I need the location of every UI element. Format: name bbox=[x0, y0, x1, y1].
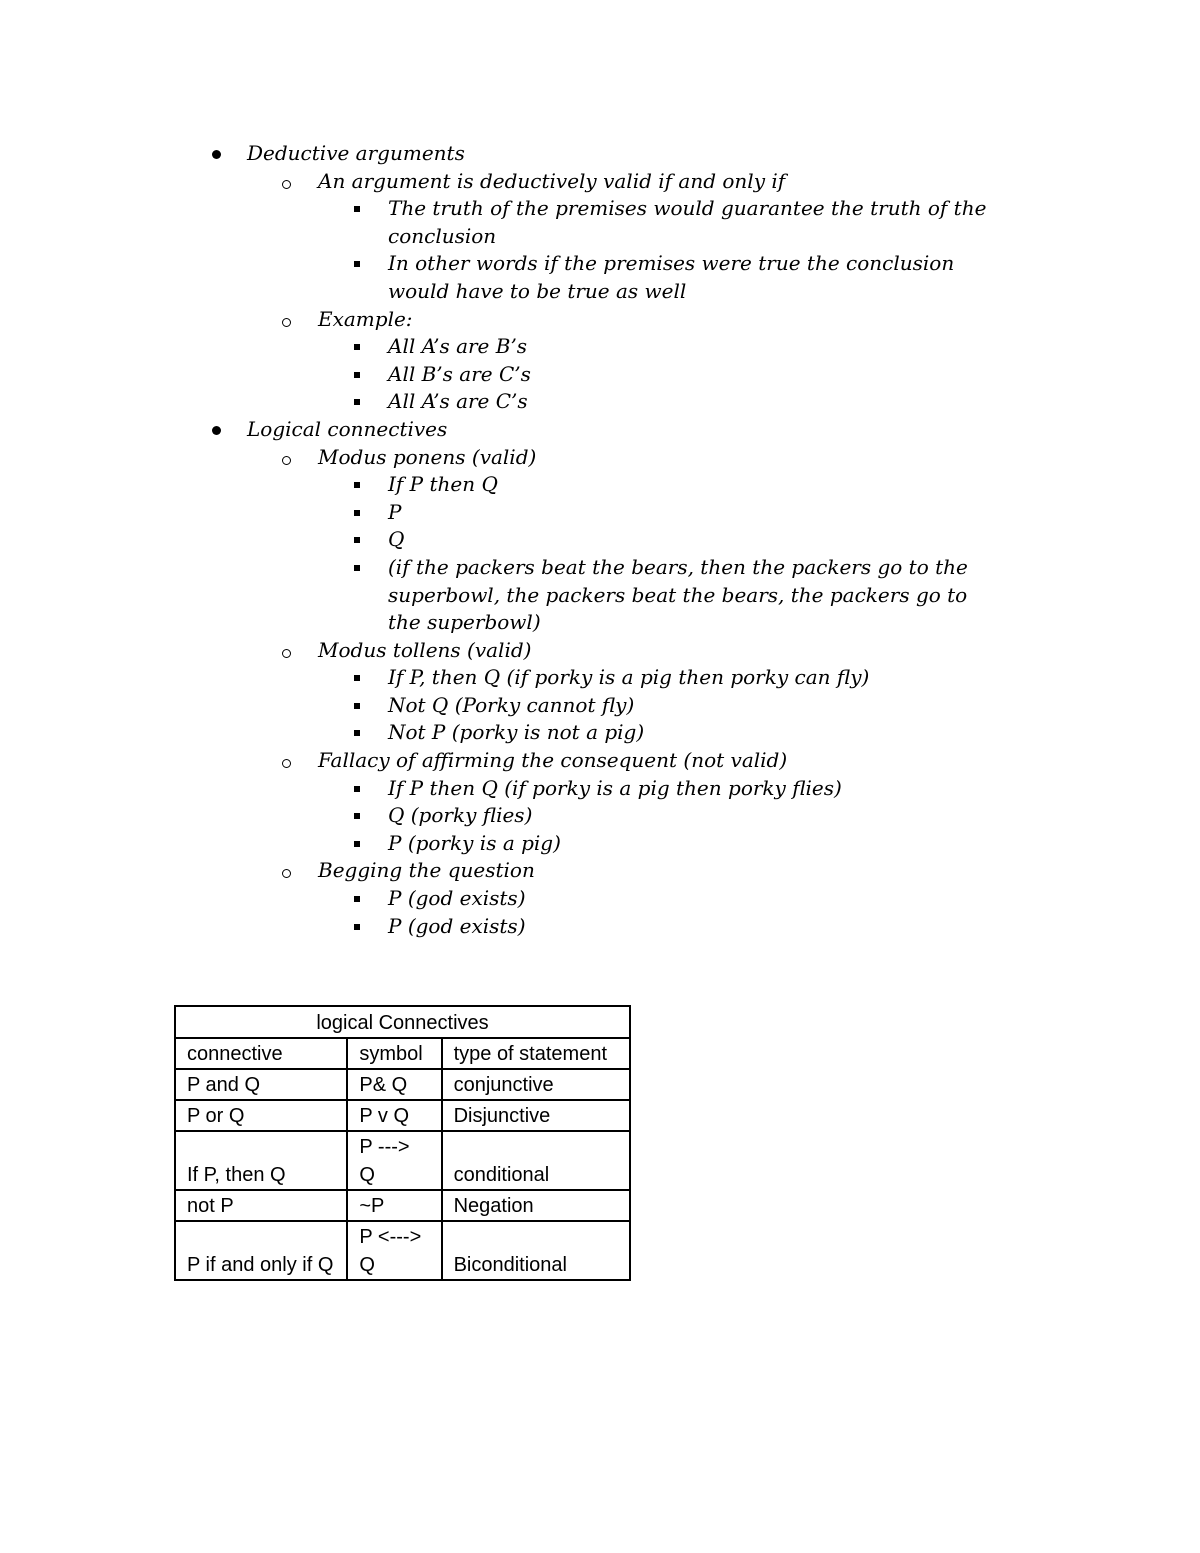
table-cell: P and Q bbox=[175, 1069, 347, 1100]
square-bullet-icon bbox=[354, 565, 360, 571]
disc-bullet-icon bbox=[212, 150, 221, 159]
list-item bbox=[0, 444, 1008, 472]
modus-ponens-label: Modus ponens (valid) bbox=[318, 444, 537, 469]
modus-ponens-line: P bbox=[388, 499, 402, 524]
modus-tollens-line: Not Q (Porky cannot fly) bbox=[388, 692, 635, 717]
square-bullet-icon bbox=[354, 896, 360, 902]
circle-bullet-icon bbox=[282, 180, 291, 189]
list-item bbox=[0, 830, 998, 858]
circle-bullet-icon bbox=[282, 759, 291, 768]
list-item bbox=[0, 499, 998, 527]
affirming-consequent-line: Q (porky flies) bbox=[388, 803, 533, 828]
modus-tollens-line: Not P (porky is not a pig) bbox=[388, 720, 645, 745]
list-item bbox=[0, 857, 1008, 885]
square-bullet-icon bbox=[354, 482, 360, 488]
square-bullet-icon bbox=[354, 399, 360, 405]
validity-point: In other words if the premises were true the conclusion would have to be true as well bbox=[388, 251, 955, 303]
list-item bbox=[0, 388, 998, 416]
list-item bbox=[0, 361, 998, 389]
example-label: Example: bbox=[318, 306, 413, 331]
table-row bbox=[175, 1190, 630, 1221]
column-header: symbol bbox=[347, 1038, 441, 1069]
square-bullet-icon bbox=[354, 344, 360, 350]
list-item bbox=[0, 913, 998, 941]
begging-question-label: Begging the question bbox=[318, 858, 535, 883]
table-cell: P ---> Q bbox=[347, 1131, 441, 1190]
circle-bullet-icon bbox=[282, 649, 291, 658]
square-bullet-icon bbox=[354, 372, 360, 378]
disc-bullet-icon bbox=[212, 426, 221, 435]
list-item bbox=[0, 195, 998, 250]
begging-question-line: P (god exists) bbox=[388, 886, 526, 911]
table-row bbox=[175, 1221, 630, 1280]
table-cell: P& Q bbox=[347, 1069, 441, 1100]
list-item bbox=[0, 747, 1008, 775]
list-item bbox=[0, 664, 998, 692]
table-cell: Negation bbox=[442, 1190, 630, 1221]
square-bullet-icon bbox=[354, 924, 360, 930]
logical-connectives-table bbox=[174, 1005, 631, 1281]
table-cell: conjunctive bbox=[442, 1069, 630, 1100]
table-cell: If P, then Q bbox=[175, 1131, 347, 1190]
table-cell: ~P bbox=[347, 1190, 441, 1221]
list-item bbox=[0, 775, 998, 803]
table-caption: logical Connectives bbox=[175, 1006, 630, 1038]
circle-bullet-icon bbox=[282, 318, 291, 327]
list-item bbox=[0, 885, 998, 913]
square-bullet-icon bbox=[354, 813, 360, 819]
list-item bbox=[0, 692, 998, 720]
square-bullet-icon bbox=[354, 510, 360, 516]
list-item bbox=[0, 416, 1007, 444]
list-item bbox=[0, 719, 998, 747]
modus-ponens-line: (if the packers beat the bears, then the packers go to the superbowl, the packers beat the bears, the packers go to the superbowl) bbox=[388, 554, 968, 635]
list-item bbox=[0, 554, 998, 637]
heading-deductive-arguments: Deductive arguments bbox=[247, 141, 465, 165]
modus-ponens-line: If P then Q bbox=[388, 472, 498, 497]
modus-tollens-line: If P, then Q (if porky is a pig then porky can fly) bbox=[388, 665, 870, 690]
example-line: All A’s are B’s bbox=[388, 334, 528, 359]
square-bullet-icon bbox=[354, 675, 360, 681]
list-item bbox=[0, 637, 1008, 665]
square-bullet-icon bbox=[354, 786, 360, 792]
table-cell: P v Q bbox=[347, 1100, 441, 1131]
table-header-row bbox=[175, 1038, 630, 1069]
modus-tollens-label: Modus tollens (valid) bbox=[318, 637, 532, 662]
notes-outline bbox=[0, 140, 1200, 940]
list-item bbox=[0, 168, 1008, 196]
table-row bbox=[175, 1069, 630, 1100]
example-line: All A’s are C’s bbox=[388, 389, 528, 414]
square-bullet-icon bbox=[354, 261, 360, 267]
column-header: connective bbox=[175, 1038, 347, 1069]
table-row bbox=[175, 1100, 630, 1131]
heading-logical-connectives: Logical connectives bbox=[247, 416, 448, 441]
validity-definition: An argument is deductively valid if and only if bbox=[318, 168, 786, 193]
square-bullet-icon bbox=[354, 703, 360, 709]
column-header: type of statement bbox=[442, 1038, 630, 1069]
list-item bbox=[0, 802, 998, 830]
example-line: All B’s are C’s bbox=[388, 361, 531, 386]
list-item bbox=[0, 471, 998, 499]
affirming-consequent-label: Fallacy of affirming the consequent (not valid) bbox=[318, 748, 788, 773]
modus-ponens-line: Q bbox=[388, 527, 405, 552]
circle-bullet-icon bbox=[282, 456, 291, 465]
list-item bbox=[0, 526, 998, 554]
list-item bbox=[0, 250, 998, 305]
table-caption-row bbox=[175, 1006, 630, 1038]
table-cell: conditional bbox=[442, 1131, 630, 1190]
begging-question-line: P (god exists) bbox=[388, 913, 526, 938]
list-item bbox=[0, 140, 1007, 168]
affirming-consequent-line: If P then Q (if porky is a pig then porky flies) bbox=[388, 775, 842, 800]
table-cell: P if and only if Q bbox=[175, 1221, 347, 1280]
affirming-consequent-line: P (porky is a pig) bbox=[388, 830, 561, 855]
validity-point: The truth of the premises would guarantee the truth of the conclusion bbox=[388, 196, 987, 248]
list-item bbox=[0, 333, 998, 361]
circle-bullet-icon bbox=[282, 869, 291, 878]
table-cell: Disjunctive bbox=[442, 1100, 630, 1131]
square-bullet-icon bbox=[354, 537, 360, 543]
table-cell: P or Q bbox=[175, 1100, 347, 1131]
table-cell: P <---> Q bbox=[347, 1221, 441, 1280]
table-cell: not P bbox=[175, 1190, 347, 1221]
list-item bbox=[0, 306, 1008, 334]
square-bullet-icon bbox=[354, 730, 360, 736]
square-bullet-icon bbox=[354, 206, 360, 212]
square-bullet-icon bbox=[354, 841, 360, 847]
table-cell: Biconditional bbox=[442, 1221, 630, 1280]
table-row bbox=[175, 1131, 630, 1190]
